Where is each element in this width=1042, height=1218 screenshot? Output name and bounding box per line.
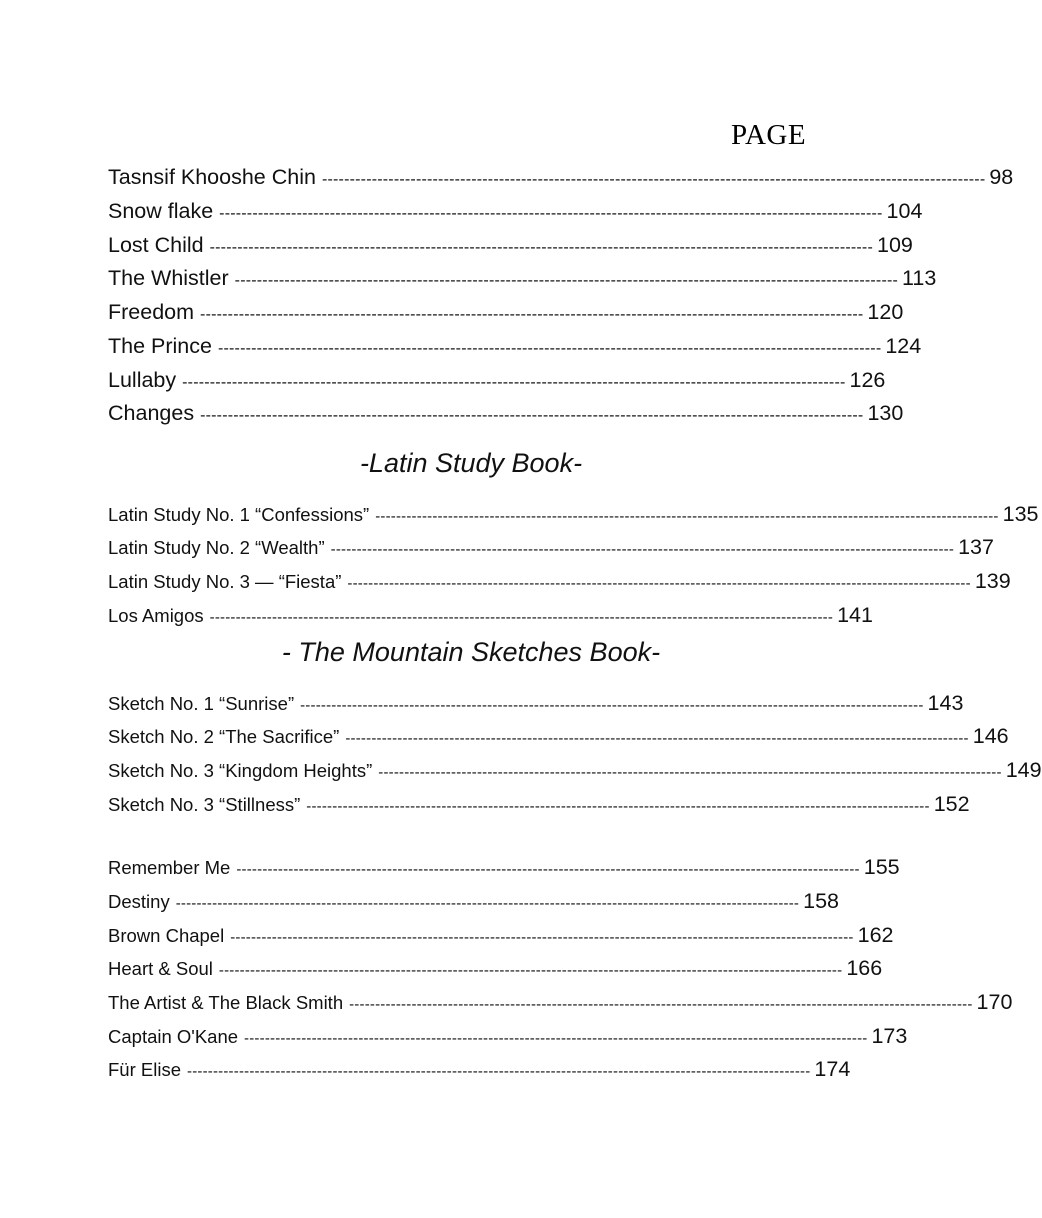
toc-entry-title: Sketch No. 1 “Sunrise” (108, 693, 295, 714)
dot-leader: ------------------------------------------------------------------------------------------------------------------------ (209, 239, 873, 256)
toc-entry-title: Latin Study No. 3 — “Fiesta” (108, 571, 342, 592)
dot-leader: ------------------------------------------------------------------------------------------------------------------------ (375, 508, 999, 525)
toc-entry (108, 263, 937, 293)
dot-leader: ------------------------------------------------------------------------------------------------------------------------ (218, 962, 843, 979)
toc-entry-page: 158 (803, 889, 839, 913)
toc-entry (108, 756, 1042, 784)
toc-entry (108, 1022, 908, 1050)
toc-entry-title: Lost Child (108, 233, 204, 257)
toc-entry-page: 141 (837, 603, 873, 627)
toc-entry-title: The Prince (108, 334, 212, 358)
section-heading-latin: -Latin Study Book- (359, 448, 583, 478)
dot-leader: ------------------------------------------------------------------------------------------------------------------------ (234, 272, 899, 289)
dot-leader: ------------------------------------------------------------------------------------------------------------------------ (378, 764, 1002, 781)
toc-entry-title: Captain O'Kane (108, 1026, 239, 1047)
toc-entry (108, 500, 1039, 528)
dot-leader: ------------------------------------------------------------------------------------------------------------------------ (200, 306, 864, 323)
toc-entry-page: 139 (974, 569, 1011, 593)
toc-entry-title: Snow flake (108, 199, 214, 223)
toc-entry-page: 170 (976, 990, 1013, 1014)
dot-leader: ------------------------------------------------------------------------------------------------------------------------ (347, 575, 971, 592)
toc-entry (108, 887, 839, 915)
toc-entry (108, 230, 913, 260)
toc-entry-title: Sketch No. 2 “The Sacrifice” (108, 726, 340, 747)
dot-leader: ------------------------------------------------------------------------------------------------------------------------ (349, 996, 973, 1013)
toc-entry-page: 149 (1005, 758, 1042, 782)
toc-entry (108, 601, 873, 629)
dot-leader: ------------------------------------------------------------------------------------------------------------------------ (230, 929, 854, 946)
toc-entry-page: 113 (902, 266, 937, 290)
toc-entry-title: Sketch No. 3 “Kingdom Heights” (108, 760, 373, 781)
dot-leader: ------------------------------------------------------------------------------------------------------------------------ (345, 730, 969, 747)
toc-entry (108, 954, 883, 982)
toc-entry-page: 166 (846, 956, 883, 980)
toc-entry (108, 365, 886, 395)
toc-entry (108, 790, 970, 818)
toc-entry-title: Freedom (108, 300, 195, 324)
toc-entry-page: 162 (857, 923, 894, 947)
toc-entry-page: 137 (958, 535, 994, 559)
toc-entry-title: Sketch No. 3 “Stillness” (108, 794, 301, 815)
toc-entry-page: 109 (876, 233, 913, 257)
dot-leader: ------------------------------------------------------------------------------------------------------------------------ (217, 340, 882, 357)
dot-leader: ------------------------------------------------------------------------------------------------------------------------ (200, 407, 864, 424)
toc-entry (108, 398, 904, 428)
toc-entry (108, 533, 994, 561)
toc-entry-page: 143 (927, 691, 964, 715)
toc-entry (108, 921, 894, 949)
toc-entry-page: 126 (849, 368, 886, 392)
toc-entry-page: 174 (814, 1057, 851, 1081)
dot-leader: ------------------------------------------------------------------------------------------------------------------------ (330, 541, 955, 558)
toc-entry (108, 988, 1013, 1016)
section-heading-mountain: - The Mountain Sketches Book- (281, 637, 661, 667)
toc-entry (108, 1055, 851, 1083)
toc-entry-page: 104 (886, 199, 923, 223)
toc-entry-title: Latin Study No. 1 “Confessions” (108, 504, 370, 525)
toc-entry-title: Destiny (108, 891, 170, 912)
dot-leader: ------------------------------------------------------------------------------------------------------------------------ (236, 861, 860, 878)
toc-entry-page: 120 (867, 300, 904, 324)
toc-entry-title: The Artist & The Black Smith (108, 992, 344, 1013)
toc-entry-page: 146 (972, 724, 1009, 748)
toc-entry (108, 162, 1014, 192)
page-heading: PAGE (731, 119, 807, 151)
toc-entry-title: Changes (108, 401, 195, 425)
toc-entry-title: Los Amigos (108, 605, 204, 626)
toc-entry (108, 331, 922, 361)
dot-leader: ------------------------------------------------------------------------------------------------------------------------ (321, 171, 986, 188)
dot-leader: ------------------------------------------------------------------------------------------------------------------------ (187, 1063, 811, 1080)
toc-entry-page: 173 (871, 1024, 908, 1048)
toc-entry-page: 98 (989, 165, 1014, 189)
dot-leader: ------------------------------------------------------------------------------------------------------------------------ (219, 205, 883, 222)
toc-entry-title: Für Elise (108, 1059, 181, 1080)
toc-entry (108, 853, 900, 881)
toc-entry-page: 155 (863, 855, 900, 879)
toc-entry (108, 722, 1009, 750)
toc-entry-page: 152 (933, 792, 970, 816)
dot-leader: ------------------------------------------------------------------------------------------------------------------------ (300, 697, 924, 714)
toc-entry (108, 297, 904, 327)
dot-leader: ------------------------------------------------------------------------------------------------------------------------ (244, 1030, 868, 1047)
toc-entry-title: Latin Study No. 2 “Wealth” (108, 537, 325, 558)
toc-entry (108, 567, 1011, 595)
dot-leader: ------------------------------------------------------------------------------------------------------------------------ (306, 798, 930, 815)
dot-leader: ------------------------------------------------------------------------------------------------------------------------ (209, 609, 834, 626)
toc-entry (108, 689, 964, 717)
toc-entry-title: Heart & Soul (108, 958, 213, 979)
toc-entry-title: Remember Me (108, 857, 231, 878)
toc-entry-page: 124 (885, 334, 922, 358)
toc-entry-title: Brown Chapel (108, 925, 225, 946)
toc-entry (108, 196, 923, 226)
toc-entry-title: Lullaby (108, 368, 177, 392)
toc-entry-page: 135 (1002, 502, 1039, 526)
dot-leader: ------------------------------------------------------------------------------------------------------------------------ (182, 374, 846, 391)
toc-entry-page: 130 (867, 401, 904, 425)
dot-leader: ------------------------------------------------------------------------------------------------------------------------ (175, 895, 800, 912)
toc-entry-title: The Whistler (108, 266, 229, 290)
toc-entry-title: Tasnsif Khooshe Chin (108, 165, 316, 189)
